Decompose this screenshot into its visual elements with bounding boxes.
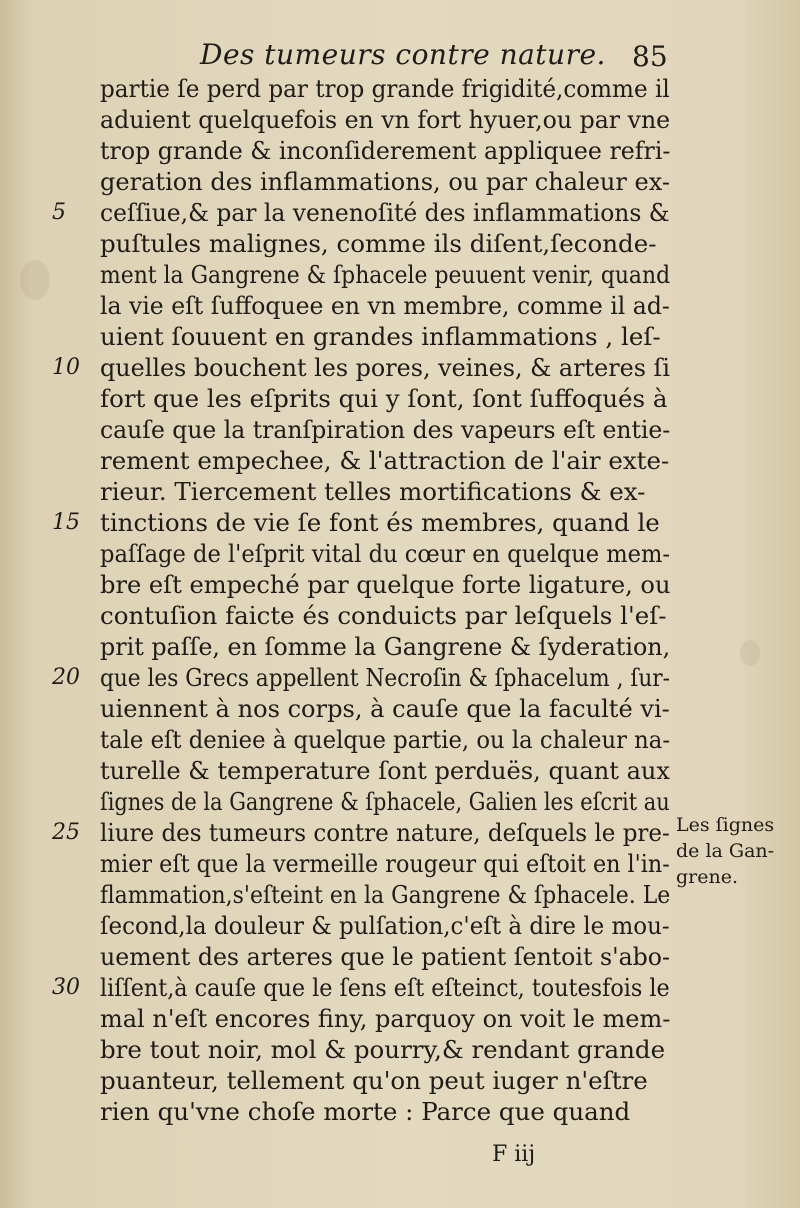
line-number: 30 xyxy=(52,975,80,1000)
text-line: ſignes de la Gangrene & ſphacele, Galien les eſcrit au xyxy=(100,787,670,816)
text-line: liure des tumeurs contre nature, deſquels le pre- xyxy=(100,818,670,847)
margin-note-line: de la Gan- xyxy=(676,840,775,862)
text-line: mal n'eſt encores finy, parquoy on voit le mem- xyxy=(100,1004,671,1033)
margin-note-line: grene. xyxy=(676,866,739,888)
text-line: tinctions de vie ſe font és membres, quand le xyxy=(100,508,660,537)
text-line: que les Grecs appellent Necroſin & ſphacelum , ſur- xyxy=(100,663,670,692)
text-line: rien qu'vne choſe morte : Parce que quand xyxy=(100,1097,631,1126)
text-line: trop grande & inconſiderement appliquee refri- xyxy=(100,136,671,165)
text-line: flammation,s'eſteint en la Gangrene & ſphacele. Le xyxy=(100,880,671,909)
text-line: fort que les eſprits qui y ſont, ſont ſuffoqués à xyxy=(100,384,668,413)
signature-mark: F iij xyxy=(492,1142,536,1167)
text-line: uiennent à nos corps, à cauſe que la faculté vi- xyxy=(100,694,670,723)
text-line: bre tout noir, mol & pourry,& rendant grande xyxy=(100,1035,666,1064)
text-line: uement des arteres que le patient ſentoit s'abo- xyxy=(100,942,670,971)
line-number: 15 xyxy=(52,510,80,535)
running-head-title: Des tumeurs contre nature. xyxy=(200,38,606,71)
text-line: rieur. Tiercement telles mortifications & ex- xyxy=(100,477,646,506)
text-line: turelle & temperature ſont perduës, quant aux xyxy=(100,756,671,785)
page-number: 85 xyxy=(632,40,668,73)
text-line: prit paſſe, en ſomme la Gangrene & ſyderation, xyxy=(100,632,671,661)
text-line: partie ſe perd par trop grande frigidité,comme il xyxy=(100,74,670,103)
line-number: 5 xyxy=(52,200,66,225)
line-number: 10 xyxy=(52,355,80,380)
text-line: bre eſt empeché par quelque forte ligature, ou xyxy=(100,570,671,599)
text-line: mier eſt que la vermeille rougeur qui eſtoit en l'in- xyxy=(100,849,670,878)
text-line: cauſe que la tranſpiration des vapeurs eſt entie- xyxy=(100,415,671,444)
text-line: rement empechee, & l'attraction de l'air exte- xyxy=(100,446,670,475)
text-line: uient ſouuent en grandes inflammations , leſ- xyxy=(100,322,661,351)
paper-stain xyxy=(740,640,760,666)
text-line: tale eſt deniee à quelque partie, ou la chaleur na- xyxy=(100,725,670,754)
text-line: paſſage de l'eſprit vital du cœur en quelque mem- xyxy=(100,539,671,568)
text-line: puſtules malignes, comme ils diſent,ſeconde- xyxy=(100,229,657,258)
text-line: puanteur, tellement qu'on peut iuger n'eſtre xyxy=(100,1066,648,1095)
text-line: aduient quelquefois en vn fort hyuer,ou par vne xyxy=(100,105,671,134)
text-line: ment la Gangrene & ſphacele peuuent venir, quand xyxy=(100,260,671,289)
text-line: contuſion faicte és conduicts par leſquels l'eſ- xyxy=(100,601,667,630)
text-line: geration des inflammations, ou par chaleur ex- xyxy=(100,167,671,196)
text-line: ceſſiue,& par la venenoſité des inflammations & xyxy=(100,198,670,227)
text-line: ſecond,la douleur & pulſation,c'eſt à dire le mou- xyxy=(100,911,670,940)
text-line: quelles bouchent les pores, veines, & arteres ſi xyxy=(100,353,670,382)
text-line: la vie eſt ſuffoquee en vn membre, comme il ad- xyxy=(100,291,670,320)
line-number: 25 xyxy=(52,820,80,845)
margin-note-line: Les ſignes xyxy=(676,814,775,836)
line-number: 20 xyxy=(52,665,80,690)
text-line: liſſent,à cauſe que le ſens eſt eſteinct, toutesfois le xyxy=(100,973,670,1002)
paper-stain xyxy=(20,260,50,300)
